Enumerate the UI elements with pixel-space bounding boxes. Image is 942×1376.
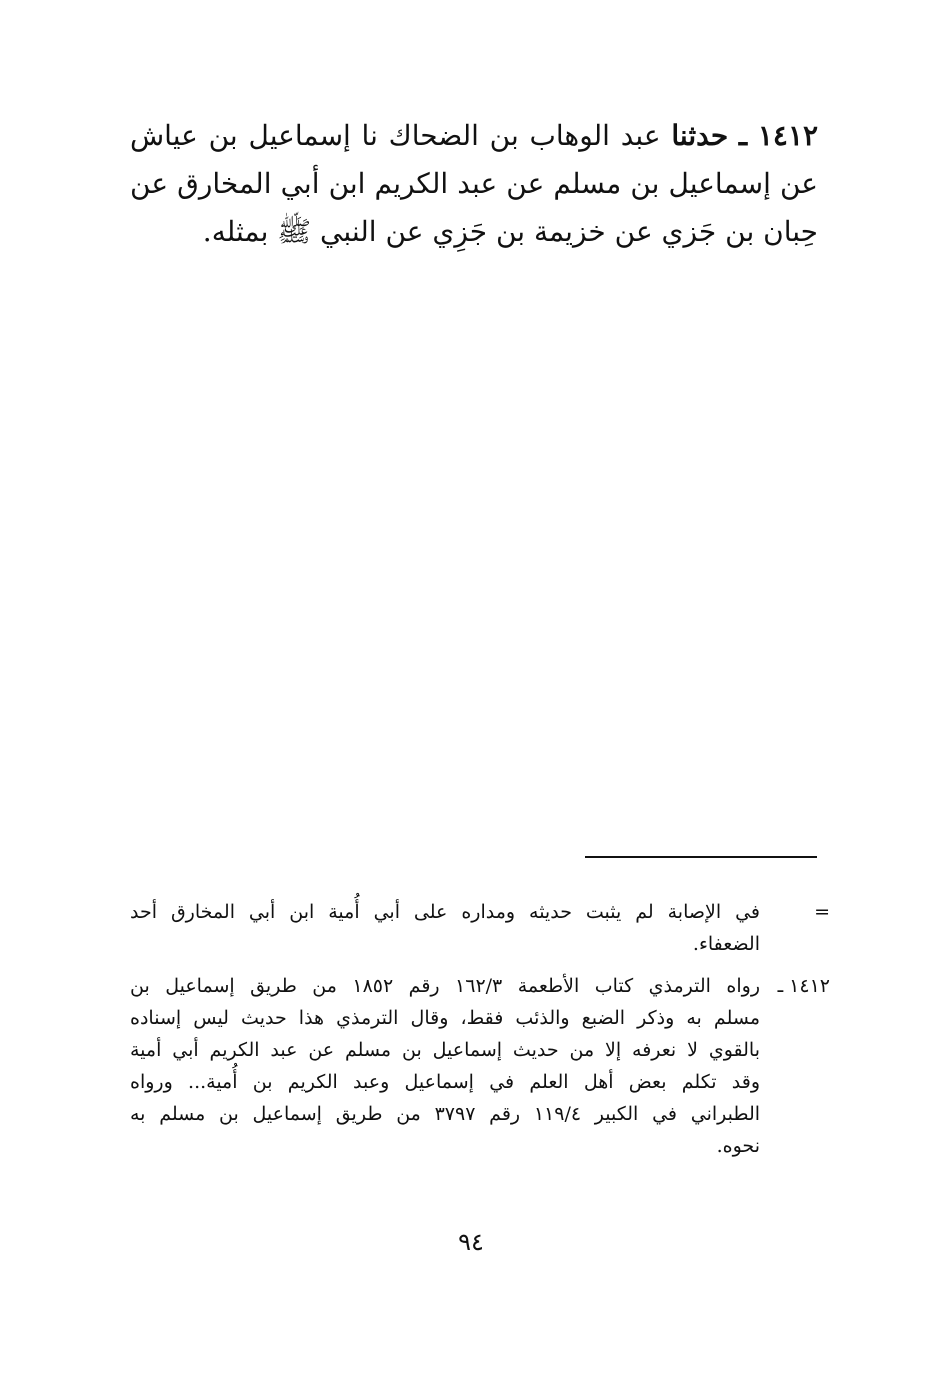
footnote-line: الضعفاء. [692, 933, 760, 955]
footnote-line: بالقوي لا نعرفه إلا من حديث إسماعيل بن مسلم عن عبد الكريم أبي أمية [130, 1039, 760, 1061]
footnote-continued [130, 896, 830, 960]
footnote-marker: = [814, 901, 830, 923]
hadith-line-2: عن إسماعيل بن مسلم عن عبد الكريم ابن أبي المخارق عن [130, 167, 818, 200]
hadith-line-1 [130, 112, 818, 160]
footnote-body [130, 970, 760, 1162]
footnote-body [130, 896, 760, 960]
footnote-line: نحوه. [716, 1135, 760, 1157]
hadith-line-1-text: عبد الوهاب بن الضحاك نا إسماعيل بن عياش [130, 119, 661, 152]
hadith-number: ١٤١٢ [757, 119, 819, 152]
hadith-line-3: حِبان بن جَزي عن خزيمة بن جَزِي عن النبي ﷺ بمثله. [202, 215, 818, 248]
footnote-line: في الإصابة لم يثبت حديثه ومداره على أبي أُمية ابن أبي المخارق أحد [130, 901, 760, 923]
footnote-line: الطبراني في الكبير ١١٩/٤ رقم ٣٧٩٧ من طريق إسماعيل بن مسلم به [130, 1103, 761, 1125]
footnote-1412 [130, 970, 830, 1162]
footnotes [130, 896, 830, 1172]
footnote-separator [585, 856, 817, 858]
hadith-opening: حدثنا [671, 119, 729, 152]
hadith-text [130, 112, 818, 256]
footnote-line: وقد تكلم بعض أهل العلم في إسماعيل وعبد الكريم بن أُمية... ورواه [130, 1071, 760, 1093]
footnote-line: مسلم به وذكر الضبع والذئب فقط، وقال الترمذي هذا حديث ليس إسناده [130, 1007, 760, 1029]
footnote-line: رواه الترمذي كتاب الأطعمة ١٦٢/٣ رقم ١٨٥٢ من طريق إسماعيل بن [130, 975, 760, 997]
hadith-dash: ـ [738, 119, 748, 152]
footnote-marker: ١٤١٢ ـ [777, 975, 830, 997]
page-number: ٩٤ [458, 1228, 484, 1256]
